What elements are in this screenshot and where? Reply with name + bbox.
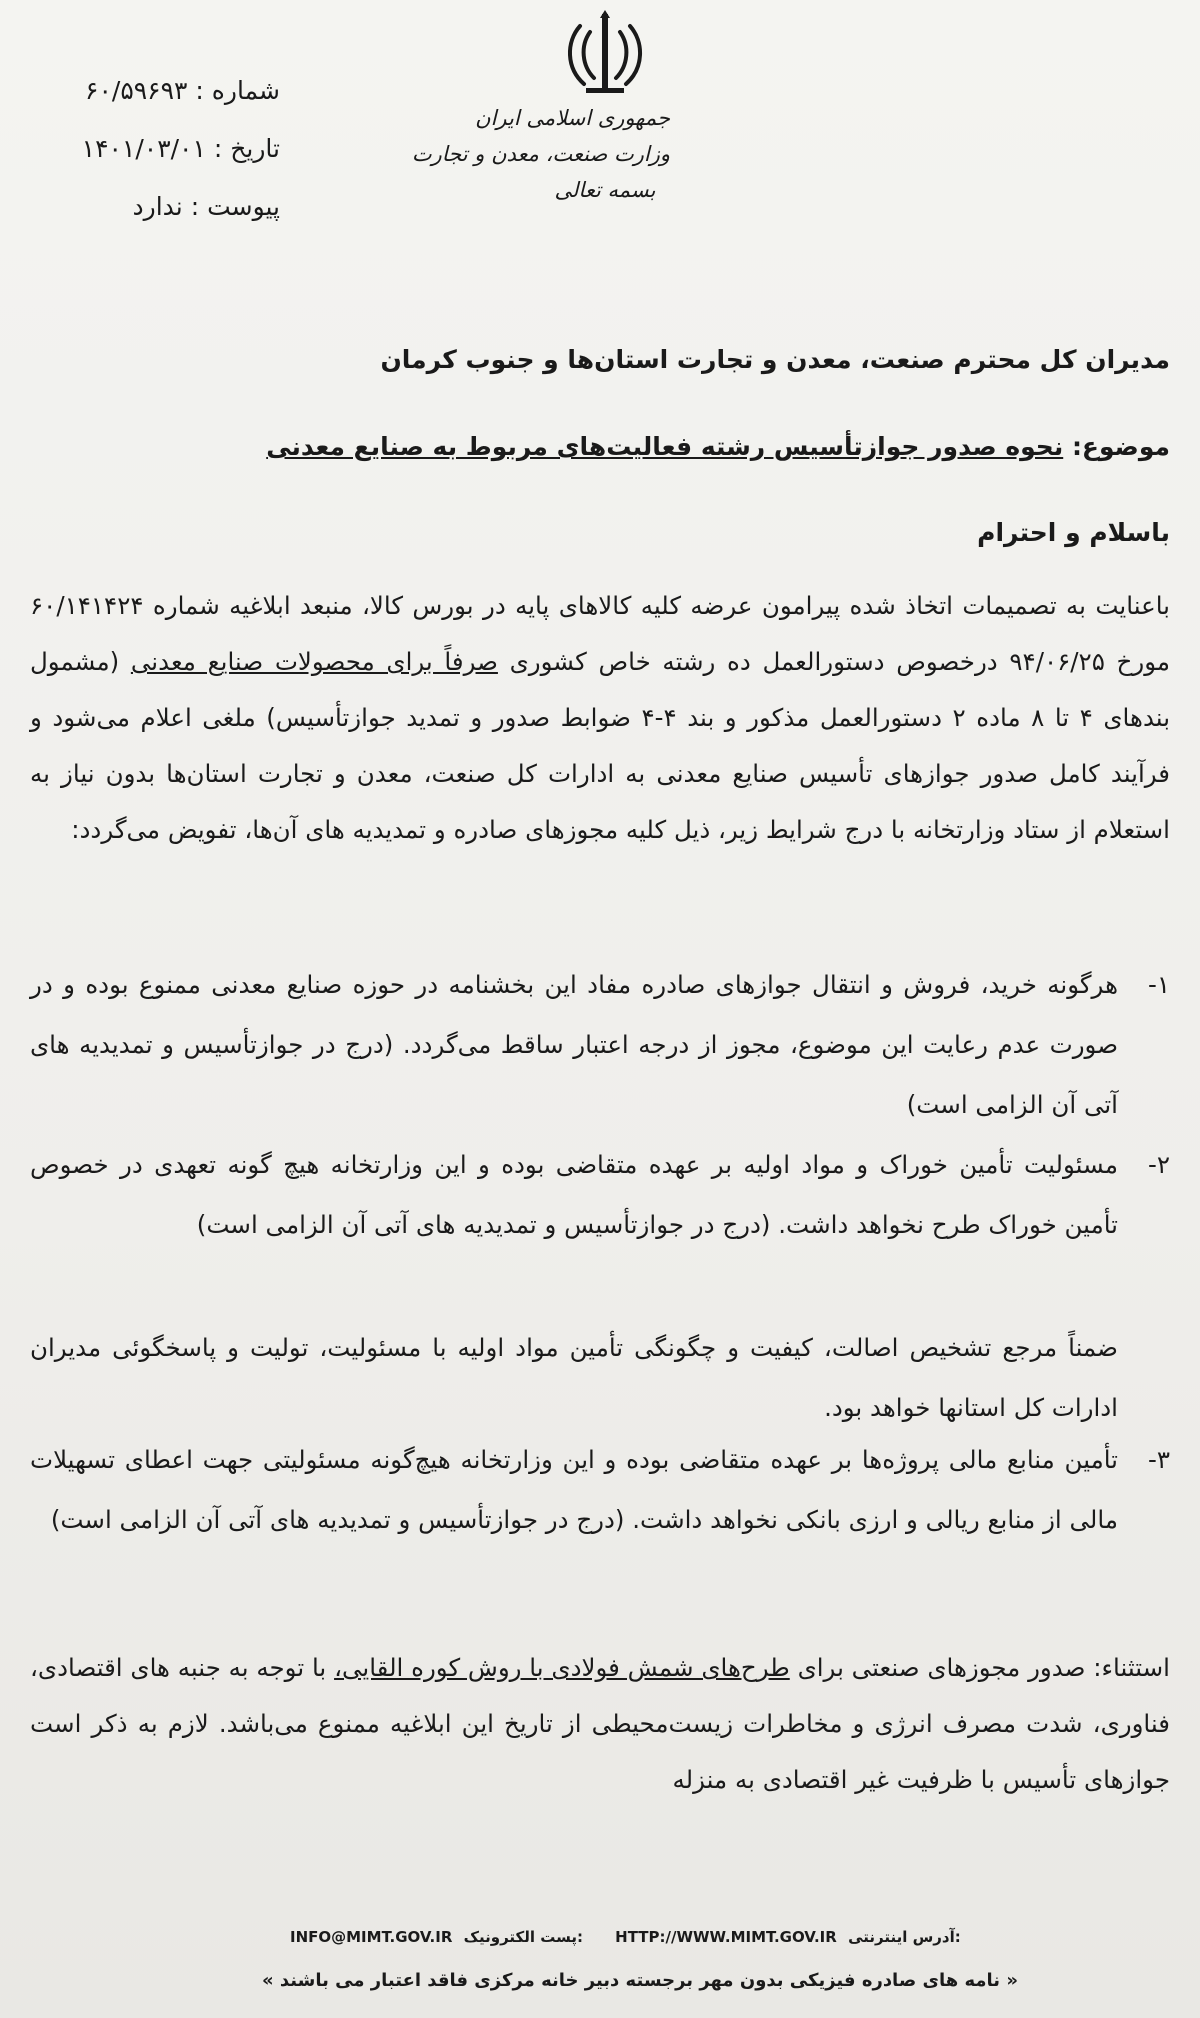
list-item-2-note: ضمناً مرجع تشخیص اصالت، کیفیت و چگونگی تأمین مواد اولیه با مسئولیت، تولیت و پاسخگوئی مدیران ادارات کل استانها خواهد بود. bbox=[30, 1333, 1118, 1422]
list-item-3 bbox=[30, 1430, 1170, 1550]
subject-label: موضوع: bbox=[1071, 432, 1170, 461]
emblem-basmala: بسمه تعالی bbox=[554, 178, 656, 202]
ministry-emblem bbox=[411, 4, 670, 264]
emblem-ministry: وزارت صنعت، معدن و تجارت bbox=[411, 142, 670, 166]
letter-exception: استثناء: صدور مجوزهای صنعتی برای طرح‌های شمش فولادی با روش کوره القایی، با توجه به جنبه های اقتصادی، فناوری، شدت مصرف انرژی و مخاطرات زیست‌محیطی از تاریخ این ابلاغیه ممنوع می‌باشد. لازم به ذکر است جوازهای تأسیس با ظرفیت غیر اقتصادی به منزله bbox=[30, 1653, 1170, 1794]
letter-greeting: باسلام و احترام bbox=[977, 518, 1170, 547]
list-item-2 bbox=[30, 1135, 1170, 1255]
footer-contacts bbox=[290, 1928, 990, 1946]
footer-email[interactable]: INFO@MIMT.GOV.IR bbox=[290, 1928, 453, 1946]
letter-meta bbox=[20, 62, 280, 236]
letter-attachment: پیوست : ندارد bbox=[132, 192, 280, 221]
emblem-country: جمهوری اسلامی ایران bbox=[475, 106, 670, 130]
footer-note: « نامه های صادره فیزیکی بدون مهر برجسته دبیر خانه مرکزی فاقد اعتبار می باشند » bbox=[262, 1970, 1018, 1991]
subject-text: نحوه صدور جوازتأسیس رشته فعالیت‌های مربوط به صنایع معدنی bbox=[266, 432, 1064, 461]
item-text: هرگونه خرید، فروش و انتقال جوازهای صادره مفاد این بخشنامه در حوزه صنایع معدنی ممنوع بوده و در صورت عدم رعایت این موضوع، مجوز از درجه اعتبار ساقط می‌گردد. (درج در جوازتأسیس و تمدیدیه های آتی آن الزامی است) bbox=[30, 970, 1118, 1119]
letter-date: تاریخ : ۱۴۰۱/۰۳/۰۱ bbox=[81, 134, 280, 163]
letter-subject bbox=[266, 432, 1170, 461]
footer-email-label: پست الکترونیک: bbox=[463, 1928, 584, 1946]
item-text: مسئولیت تأمین خوراک و مواد اولیه بر عهده متقاضی بوده و این وزارتخانه هیچ گونه تعهدی در خصوص تأمین خوراک طرح نخواهد داشت. (درج در جوازتأسیس و تمدیدیه های آتی آن الزامی است) bbox=[30, 1150, 1118, 1239]
list-item-1 bbox=[30, 955, 1170, 1135]
item-number: ۳- bbox=[1147, 1445, 1170, 1474]
footer-website-label: آدرس اینترنتی: bbox=[848, 1928, 961, 1946]
iran-emblem-icon bbox=[560, 4, 650, 100]
exception-underlined: طرح‌های شمش فولادی با روش کوره القایی، bbox=[334, 1653, 790, 1682]
item-number: ۲- bbox=[1147, 1150, 1170, 1179]
letter-number: شماره : ۶۰/۵۹۶۹۳ bbox=[85, 76, 280, 105]
paragraph1-underlined: صرفاً برای محصولات صنایع معدنی bbox=[130, 647, 498, 676]
letter-paragraph-1: باعنایت به تصمیمات اتخاذ شده پیرامون عرضه کلیه کالاهای پایه در بورس کالا، منبعد ابلاغیه شماره ۶۰/۱۴۱۴۲۴ مورخ ۹۴/۰۶/۲۵ درخصوص دستورالعمل ده رشته خاص کشوری صرفاً برای محصولات صنایع معدنی (مشمول بندهای ۴ تا ۸ ماده ۲ دستورالعمل مذکور و بند ۴-۴ ضوابط صدور و تمدید جوازتأسیس) ملغی اعلام می‌شود و فرآیند کامل صدور جوازهای تأسیس صنایع معدنی به ادارات کل صنعت، معدن و تجارت استان‌ها بدون نیاز به استعلام از ستاد وزارتخانه با درج شرایط زیر، ذیل کلیه مجوزهای صادره و تمدیدیه های آن‌ها، تفویض می‌گردد: bbox=[30, 591, 1171, 844]
footer-website[interactable]: HTTP://WWW.MIMT.GOV.IR bbox=[615, 1928, 837, 1946]
item-number: ۱- bbox=[1147, 970, 1170, 999]
item-text: تأمین منابع مالی پروژه‌ها بر عهده متقاضی بوده و این وزارتخانه هیچ‌گونه مسئولیتی جهت اعطای تسهیلات مالی از منابع ریالی و ارزی بانکی نخواهد داشت. (درج در جوازتأسیس و تمدیدیه های آتی آن الزامی است) bbox=[30, 1445, 1118, 1534]
letter-recipient: مدیران کل محترم صنعت، معدن و تجارت استان‌ها و جنوب کرمان bbox=[380, 345, 1170, 374]
